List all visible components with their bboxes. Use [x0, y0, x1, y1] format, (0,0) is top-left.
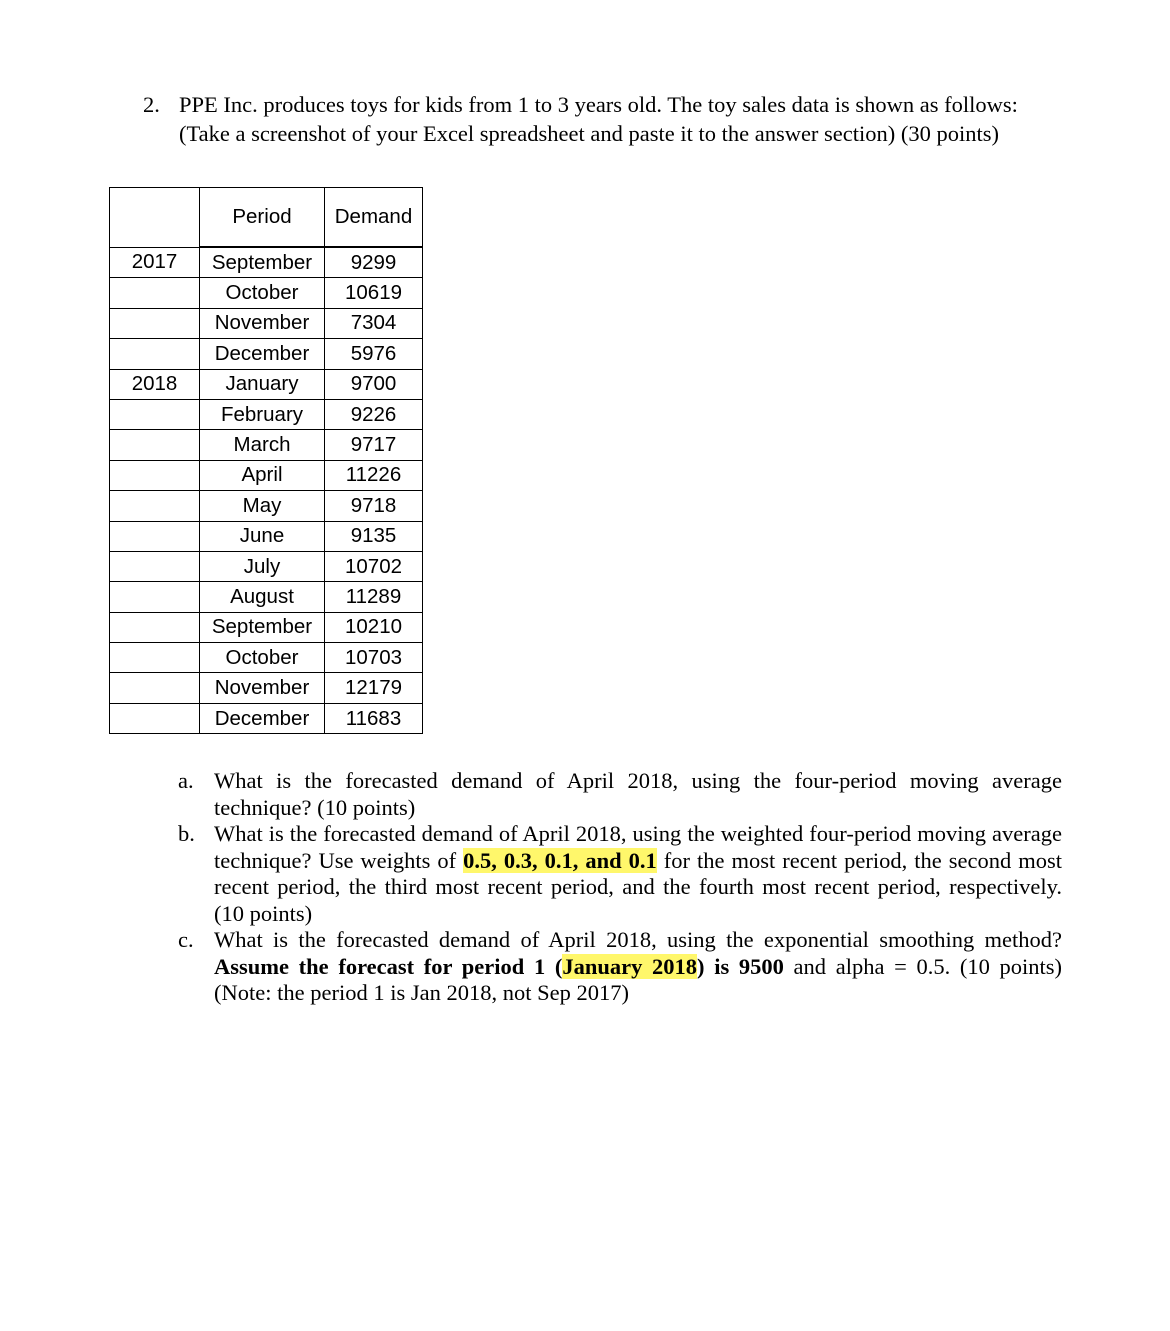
year-cell	[110, 430, 200, 460]
table-row	[110, 521, 423, 551]
period-cell: June	[200, 521, 325, 551]
year-cell	[110, 278, 200, 308]
table-row	[110, 369, 423, 399]
year-cell	[110, 308, 200, 338]
weights-highlight: 0.5, 0.3, 0.1, and 0.1	[463, 847, 657, 873]
demand-cell: 9700	[325, 369, 423, 399]
table-row	[110, 247, 423, 278]
demand-cell: 9135	[325, 521, 423, 551]
demand-cell: 10210	[325, 612, 423, 642]
year-cell	[110, 339, 200, 369]
question-number: 2.	[143, 92, 160, 117]
demand-cell: 12179	[325, 673, 423, 703]
table-row	[110, 551, 423, 581]
demand-cell: 11289	[325, 582, 423, 612]
subquestion-c-assumption-start: Assume the forecast for period 1 (	[214, 953, 563, 979]
table-row	[110, 308, 423, 338]
period-cell: March	[200, 430, 325, 460]
subquestion-b-text-end: for the most recent period, the second most recent period, the third most recent period, and the fourth most recent period, respectively. (10 points)	[214, 847, 1062, 926]
table-row	[110, 430, 423, 460]
period-cell: February	[200, 399, 325, 429]
year-cell	[110, 491, 200, 521]
demand-cell: 9226	[325, 399, 423, 429]
table-row	[110, 399, 423, 429]
period-cell: November	[200, 308, 325, 338]
period-cell: September	[200, 612, 325, 642]
period-cell: January	[200, 369, 325, 399]
period-cell: October	[200, 278, 325, 308]
period-cell: October	[200, 643, 325, 673]
subquestion-a-letter: a.	[178, 768, 194, 793]
header-demand-cell: Demand	[325, 188, 423, 248]
demand-cell: 9718	[325, 491, 423, 521]
demand-cell: 9717	[325, 430, 423, 460]
subquestion-c-assumption-end: ) is 9500	[697, 953, 784, 979]
period-cell: November	[200, 673, 325, 703]
year-cell	[110, 643, 200, 673]
period-cell: May	[200, 491, 325, 521]
table-row	[110, 673, 423, 703]
table-row	[110, 643, 423, 673]
year-cell: 2017	[110, 247, 200, 278]
period-cell: April	[200, 460, 325, 490]
table-row	[110, 278, 423, 308]
subquestions	[178, 768, 1062, 1007]
subquestion-a	[178, 768, 1062, 821]
header-period-cell: Period	[200, 188, 325, 248]
period-cell: July	[200, 551, 325, 581]
subquestion-c	[178, 927, 1062, 1007]
question-header	[143, 90, 1063, 148]
subquestion-c-letter: c.	[178, 927, 194, 952]
demand-cell: 11683	[325, 703, 423, 733]
table-row	[110, 612, 423, 642]
january-2018-highlight: January 2018	[562, 953, 698, 979]
subquestion-c-text-start: What is the forecasted demand of April 2018, using the exponential smoothing method?	[214, 927, 1062, 952]
subquestion-c-text-end: and alpha = 0.5. (10 points) (Note: the period 1 is Jan 2018, not Sep 2017)	[214, 953, 1063, 1005]
subquestion-b-letter: b.	[178, 821, 195, 846]
year-cell	[110, 399, 200, 429]
subquestion-a-text: What is the forecasted demand of April 2018, using the four-period moving average technique? (10 points)	[214, 768, 1062, 820]
period-cell: December	[200, 339, 325, 369]
period-cell: August	[200, 582, 325, 612]
subquestion-b	[178, 821, 1062, 927]
demand-cell: 11226	[325, 460, 423, 490]
period-cell: December	[200, 703, 325, 733]
period-cell: September	[200, 247, 325, 278]
demand-cell: 9299	[325, 247, 423, 278]
table-row	[110, 491, 423, 521]
year-cell	[110, 460, 200, 490]
table-header-row	[110, 188, 423, 248]
year-cell	[110, 703, 200, 733]
header-year-cell	[110, 188, 200, 248]
table-row	[110, 703, 423, 733]
demand-cell: 10703	[325, 643, 423, 673]
year-cell	[110, 582, 200, 612]
demand-cell: 10702	[325, 551, 423, 581]
year-cell	[110, 521, 200, 551]
table-row	[110, 582, 423, 612]
question-text: PPE Inc. produces toys for kids from 1 to 3 years old. The toy sales data is shown as follows: (Take a screenshot of your Excel spreadsheet and paste it to the answer section) (30 points)	[179, 92, 1018, 146]
year-cell	[110, 551, 200, 581]
table-row	[110, 339, 423, 369]
year-cell	[110, 673, 200, 703]
demand-cell: 7304	[325, 308, 423, 338]
demand-cell: 10619	[325, 278, 423, 308]
year-cell: 2018	[110, 369, 200, 399]
demand-cell: 5976	[325, 339, 423, 369]
subquestion-b-text-start: What is the forecasted demand of April 2018, using the weighted four-period moving average technique? Use weights of	[214, 821, 1062, 873]
year-cell	[110, 612, 200, 642]
demand-table	[109, 187, 423, 734]
table-row	[110, 460, 423, 490]
